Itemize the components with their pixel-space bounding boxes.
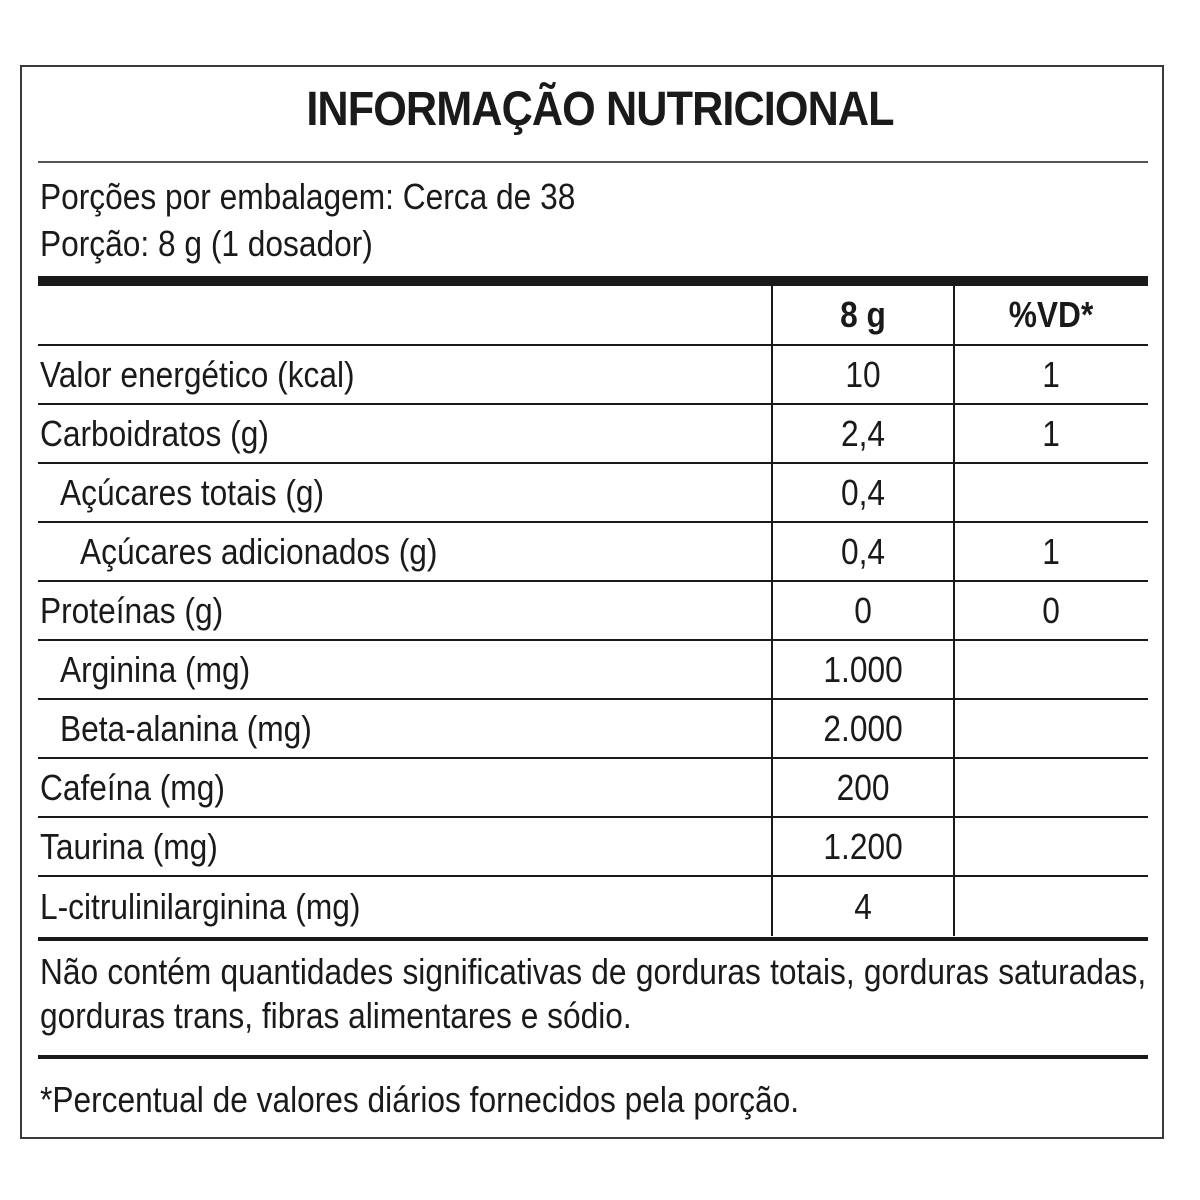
nutrient-amount: 200 — [836, 766, 890, 808]
nutrient-name: Cafeína (mg) — [40, 766, 225, 808]
nutrient-vd: 0 — [1042, 589, 1061, 631]
nutrient-amount: 2.000 — [823, 707, 903, 749]
nutrition-table — [38, 286, 1148, 936]
nutrient-amount: 1.000 — [823, 648, 903, 690]
header-amount-cell — [771, 286, 953, 344]
nutrient-amount: 10 — [845, 353, 881, 395]
nutrient-vd: 1 — [1042, 412, 1061, 454]
header-vd-cell — [953, 286, 1148, 344]
nutrient-amount: 4 — [854, 885, 872, 927]
table-bottom-divider — [38, 937, 1148, 941]
nutrient-vd: 1 — [1042, 530, 1061, 572]
table-row — [38, 523, 1148, 582]
table-row — [38, 582, 1148, 641]
nutrient-name: L-citrulinilarginina (mg) — [40, 885, 361, 927]
nutrient-name: Taurina (mg) — [40, 825, 218, 867]
nutrient-amount: 0,4 — [840, 471, 886, 513]
table-row — [38, 346, 1148, 405]
table-header-row — [38, 286, 1148, 346]
divider — [38, 161, 1148, 163]
nutrient-name: Proteínas (g) — [40, 589, 224, 631]
nutrient-name: Açúcares totais (g) — [60, 471, 325, 513]
table-row — [38, 700, 1148, 759]
table-row — [38, 464, 1148, 523]
vd-footnote: *Percentual de valores diários fornecidos pela porção. — [40, 1079, 800, 1120]
nutrient-amount: 1.200 — [823, 825, 903, 867]
not-significant-notice: Não contém quantidades significativas de gorduras totais, gorduras saturadas, gorduras trans, fibras alimentares e sódio. — [40, 951, 1147, 1036]
nutrient-name: Arginina (mg) — [60, 648, 251, 690]
table-row — [38, 818, 1148, 877]
nutrient-amount: 0,4 — [840, 530, 886, 572]
nutrient-name: Carboidratos (g) — [40, 412, 269, 454]
header-vd: %VD* — [1009, 294, 1094, 335]
nutrient-vd: 1 — [1042, 353, 1061, 395]
nutrient-amount: 0 — [854, 589, 872, 631]
table-row — [38, 877, 1148, 936]
footnote-divider — [38, 1055, 1148, 1059]
header-amount: 8 g — [840, 294, 886, 335]
nutrient-name: Valor energético (kcal) — [40, 353, 355, 395]
thick-divider — [38, 276, 1148, 286]
label-title: INFORMAÇÃO NUTRICIONAL — [306, 83, 894, 136]
nutrient-amount: 2,4 — [840, 412, 886, 454]
nutrient-name: Açúcares adicionados (g) — [80, 530, 438, 572]
table-row — [38, 759, 1148, 818]
servings-per-package: Porções por embalagem: Cerca de 38 — [40, 176, 576, 217]
nutrient-name: Beta-alanina (mg) — [60, 707, 312, 749]
table-row — [38, 405, 1148, 464]
serving-size: Porção: 8 g (1 dosador) — [40, 223, 373, 264]
table-row — [38, 641, 1148, 700]
